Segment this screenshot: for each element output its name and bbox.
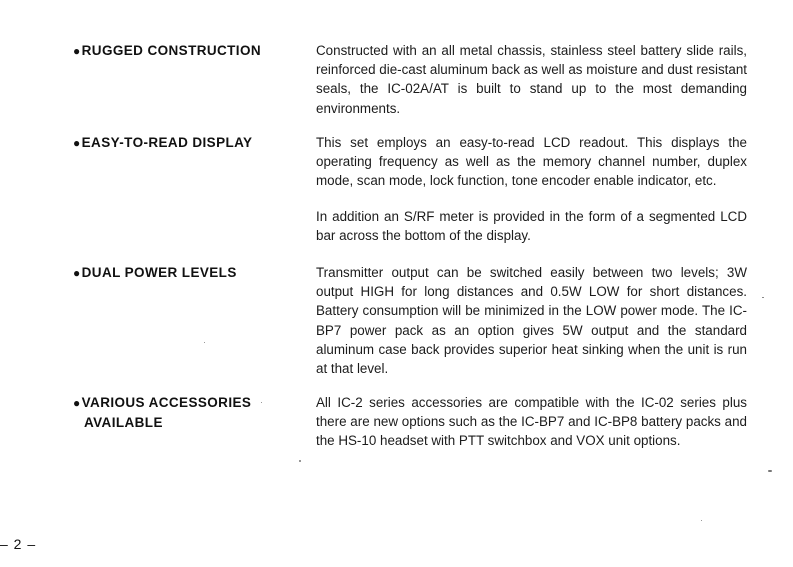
feature-heading-text-line2: AVAILABLE [84, 415, 163, 430]
feature-heading [73, 393, 251, 432]
scan-speck [299, 460, 301, 462]
bullet-icon: ● [73, 266, 81, 280]
scan-speck [762, 297, 764, 298]
page-number: – 2 – [0, 536, 37, 552]
feature-paragraph: Transmitter output can be switched easily between two levels; 3W output HIGH for long distances and 0.5W LOW for short distances. Battery consumption will be minimized in the LOW power mode. The IC-BP7 power pack as an option gives 5W output and the standard aluminum case back provides superior heat sinking when the unit is run at that level. [316, 265, 747, 377]
scan-speck [701, 520, 702, 521]
bullet-icon: ● [73, 44, 81, 58]
feature-heading-text: VARIOUS ACCESSORIES [81, 395, 252, 410]
feature-paragraph: In addition an S/RF meter is provided in the form of a segmented LCD bar across the bottom of the display. [316, 209, 747, 244]
feature-paragraph: All IC-2 series accessories are compatible with the IC-02 series plus there are new options such as the IC-BP7 and IC-BP8 battery packs and the HS-10 headset with PTT switchbox and VOX unit options. [316, 395, 747, 449]
feature-heading [73, 263, 237, 283]
scan-speck [261, 402, 262, 403]
feature-heading [73, 41, 261, 61]
feature-paragraph: This set employs an easy-to-read LCD readout. This displays the operating frequency as well as the memory channel number, duplex mode, scan mode, lock function, tone encoder enable indicator, etc. [316, 135, 747, 189]
feature-heading [73, 133, 252, 153]
feature-paragraph: Constructed with an all metal chassis, stainless steel battery slide rails, reinforced die-cast aluminum back as well as moisture and dust resistant seals, the IC-02A/AT is built to stand up to the most demanding environments. [316, 43, 747, 116]
feature-heading-text: DUAL POWER LEVELS [81, 265, 237, 280]
scan-speck [768, 470, 772, 472]
bullet-icon: ● [73, 136, 81, 150]
feature-heading-text: EASY-TO-READ DISPLAY [81, 135, 253, 150]
scan-speck [204, 342, 205, 343]
bullet-icon: ● [73, 396, 81, 410]
feature-heading-text: RUGGED CONSTRUCTION [81, 43, 262, 58]
